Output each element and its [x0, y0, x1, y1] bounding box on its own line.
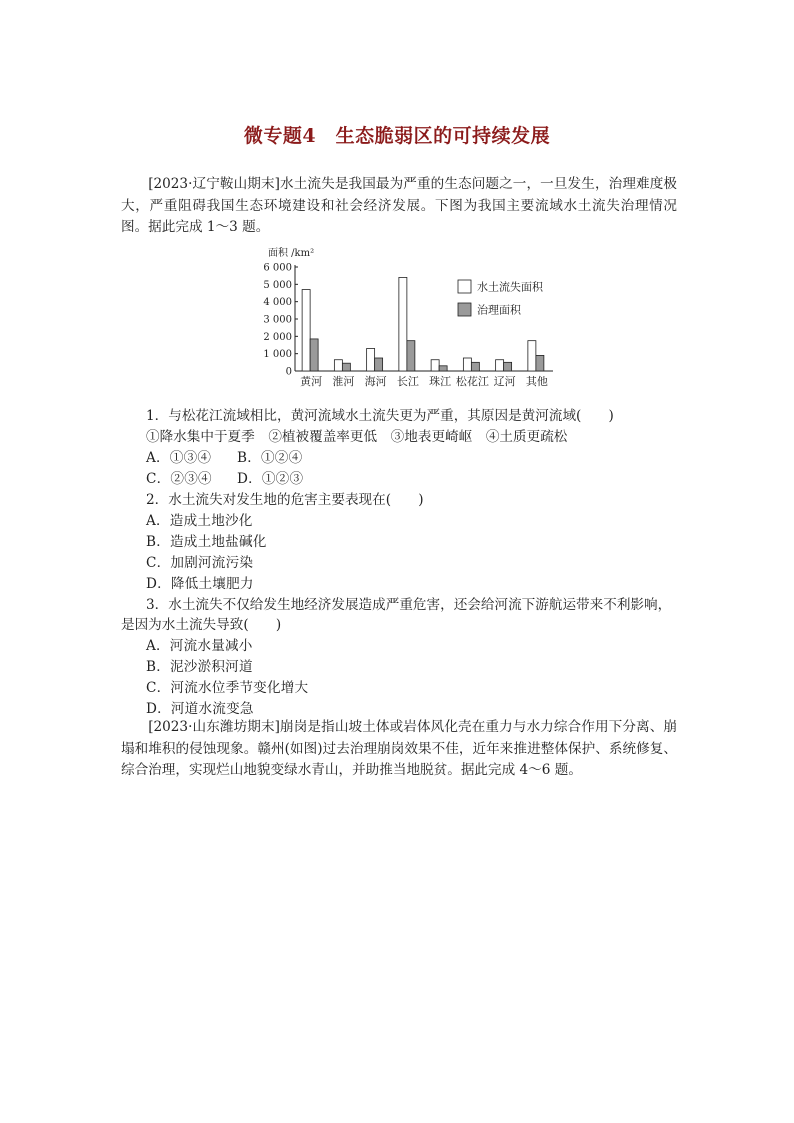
question-2-option-d: D．降低土壤肥力 — [146, 576, 254, 592]
bar-erosion-area — [367, 348, 375, 371]
x-tick-label: 黄河 — [300, 375, 323, 388]
bar-treated-area — [407, 341, 415, 371]
y-tick-label: 1 000 — [263, 349, 292, 361]
bar-erosion-area — [334, 360, 342, 371]
bar-chart — [255, 244, 575, 390]
x-tick-label: 珠江 — [429, 375, 452, 388]
legend-swatch — [458, 303, 471, 316]
question-1-option-d: D．①②③ — [237, 471, 304, 487]
y-tick-label: 0 — [285, 366, 292, 378]
question-2-option-b: B．造成土地盐碱化 — [146, 534, 267, 550]
x-tick-label: 其他 — [525, 375, 548, 388]
bar-erosion-area — [431, 360, 439, 371]
y-tick-label: 3 000 — [263, 314, 292, 326]
question-2-option-a: A．造成土地沙化 — [146, 513, 253, 529]
question-3-option-a: A．河流水量减小 — [146, 638, 253, 654]
question-3-option-c: C．河流水位季节变化增大 — [146, 680, 309, 696]
question-3-stem-line-1: 3．水土流失不仅给发生地经济发展造成严重危害，还会给河流下游航运带来不利影响， — [146, 597, 672, 613]
question-1-option-b: B．①②④ — [237, 450, 303, 466]
legend-swatch — [458, 280, 471, 293]
legend-label: 水土流失面积 — [477, 280, 543, 294]
question-1-option-a: A．①③④ — [146, 450, 212, 466]
bar-treated-area — [439, 366, 447, 371]
y-tick-label: 5 000 — [263, 279, 292, 291]
x-tick-label: 辽河 — [493, 375, 516, 388]
bar-erosion-area — [302, 290, 310, 371]
bar-treated-area — [375, 358, 383, 371]
bar-erosion-area — [528, 341, 536, 371]
bar-treated-area — [471, 362, 479, 371]
intro-paragraph-2: [2023·山东潍坊期末]崩岗是指山坡土体或岩体风化壳在重力与水力综合作用下分离、崩塌和堆积的侵蚀现象。赣州(如图)过去治理崩岗效果不佳，近年来推进整体保护、系统修复、综合治理，实现烂山地貌变绿水青山，并助推当地脱贫。据此完成 4～6 题。 — [121, 719, 677, 778]
question-1-option-c: C．②③④ — [146, 471, 212, 487]
x-tick-label: 淮河 — [332, 375, 355, 388]
question-1-items: ①降水集中于夏季 ②植被覆盖率更低 ③地表更崎岖 ④土质更疏松 — [146, 429, 568, 445]
bar-treated-area — [310, 339, 318, 371]
y-tick-label: 4 000 — [263, 297, 292, 309]
question-3-option-d: D．河道水流变急 — [146, 701, 254, 717]
intro-paragraph-1: [2023·辽宁鞍山期末]水土流失是我国最为严重的生态问题之一，一旦发生，治理难度极大，严重阻碍我国生态环境建设和社会经济发展。下图为我国主要流域水土流失治理情况图。据此完成 1～3 题。 — [121, 176, 677, 235]
question-2-option-c: C．加剧河流污染 — [146, 555, 254, 571]
question-2-stem: 2．水土流失对发生地的危害主要表现在( ) — [146, 492, 424, 508]
question-1-stem: 1．与松花江流域相比，黄河流域水土流失更为严重，其原因是黄河流域( ) — [146, 408, 614, 424]
page-title: 微专题4 生态脆弱区的可持续发展 — [243, 125, 551, 147]
y-tick-label: 6 000 — [263, 262, 292, 274]
x-tick-label: 海河 — [364, 375, 387, 388]
bar-erosion-area — [399, 277, 407, 371]
y-axis-label: 面积 /km² — [268, 248, 315, 259]
bar-erosion-area — [463, 358, 471, 371]
x-tick-label: 长江 — [396, 375, 419, 388]
legend-label: 治理面积 — [477, 303, 521, 317]
bar-treated-area — [504, 362, 512, 371]
question-3-option-b: B．泥沙淤积河道 — [146, 659, 253, 675]
y-tick-label: 2 000 — [263, 331, 292, 343]
bar-treated-area — [342, 363, 350, 371]
x-tick-label: 松花江 — [455, 375, 489, 388]
bar-erosion-area — [496, 360, 504, 371]
bar-treated-area — [536, 355, 544, 371]
question-3-stem-line-2: 是因为水土流失导致( ) — [121, 617, 282, 633]
